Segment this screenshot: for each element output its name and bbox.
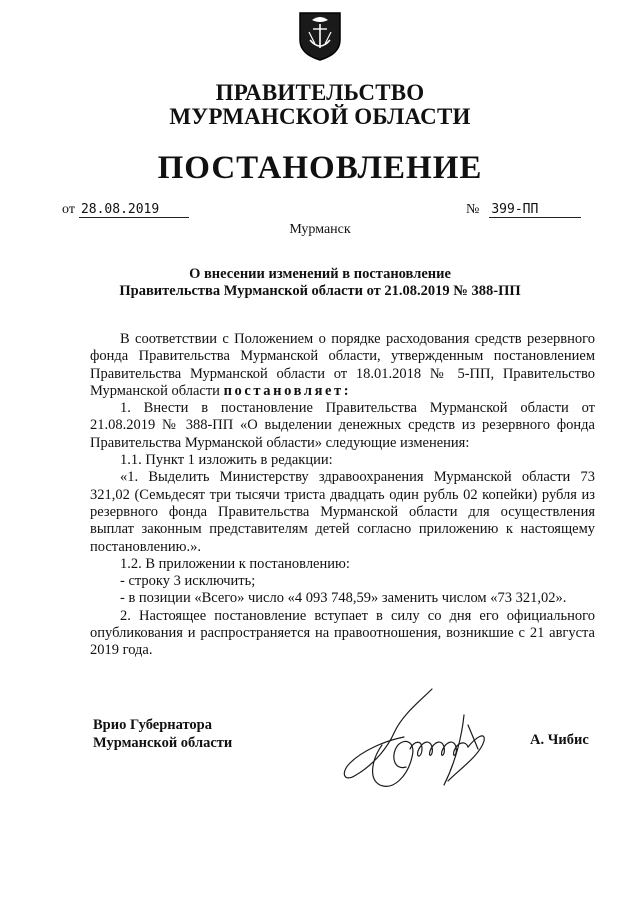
city-name: Мурманск bbox=[289, 222, 351, 237]
preamble-text: В соответствии с Положением о порядке расходования средств резервного фонда Правительства Мурманской области, утвержденным постановлением Правительства Мурманской области от 18.01.2018 № 5-ПП, Правительство Мурманской области bbox=[90, 331, 595, 399]
paragraph-quoted-item: «1. Выделить Министерству здравоохранения Мурманской области 73 321,02 (Семьдесят три тысячи триста двадцать один рубль 02 копейки) рубля из резервного фонда Правительства Мурманской области для осуществления выплат законным представителям детей согласно приложению к настоящему постановлению.». bbox=[90, 469, 595, 555]
signatory-position-line2: Мурманской области bbox=[93, 735, 233, 751]
paragraph-dash-1: - строку 3 исключить; bbox=[120, 573, 256, 590]
paragraph-item-1-2: 1.2. В приложении к постановлению: bbox=[120, 555, 350, 572]
coat-of-arms-icon bbox=[298, 10, 342, 62]
subject-line1: О внесении изменений в постановление bbox=[189, 266, 451, 282]
date-field bbox=[62, 200, 189, 218]
number-value: 399-ПП bbox=[489, 202, 581, 218]
signatory-position-line1: Врио Губернатора bbox=[93, 717, 212, 733]
document-body bbox=[90, 331, 595, 660]
signatory-position bbox=[93, 716, 232, 752]
paragraph-item-1: 1. Внести в постановление Правительства Мурманской области от 21.08.2019 № 388-ПП «О выделении денежных средств из резервного фонда Правительства Мурманской области» следующие изменения: bbox=[90, 400, 595, 451]
subject-line2: Правительства Мурманской области от 21.08.2019 № 388-ПП bbox=[119, 283, 521, 299]
signatory-name: А. Чибис bbox=[530, 732, 589, 748]
org-name-line1: ПРАВИТЕЛЬСТВО bbox=[215, 80, 425, 105]
number-label: № bbox=[466, 202, 480, 217]
date-label: от bbox=[62, 202, 75, 217]
date-value: 28.08.2019 bbox=[79, 202, 189, 218]
paragraph-item-1-1: 1.1. Пункт 1 изложить в редакции: bbox=[120, 452, 333, 469]
org-name-line2: МУРМАНСКОЙ ОБЛАСТИ bbox=[169, 104, 471, 129]
paragraph-item-2: 2. Настоящее постановление вступает в силу со дня его официального опубликования и распространяется на правоотношения, возникшие с 21 августа 2019 года. bbox=[90, 607, 595, 659]
paragraph-dash-2: - в позиции «Всего» число «4 093 748,59» заменить числом «73 321,02». bbox=[120, 590, 567, 607]
number-field bbox=[466, 200, 581, 218]
document-type-title: ПОСТАНОВЛЕНИЕ bbox=[157, 150, 483, 186]
decree-word: постановляет: bbox=[223, 382, 352, 399]
paragraph-preamble bbox=[90, 331, 595, 400]
handwritten-signature bbox=[336, 685, 508, 797]
